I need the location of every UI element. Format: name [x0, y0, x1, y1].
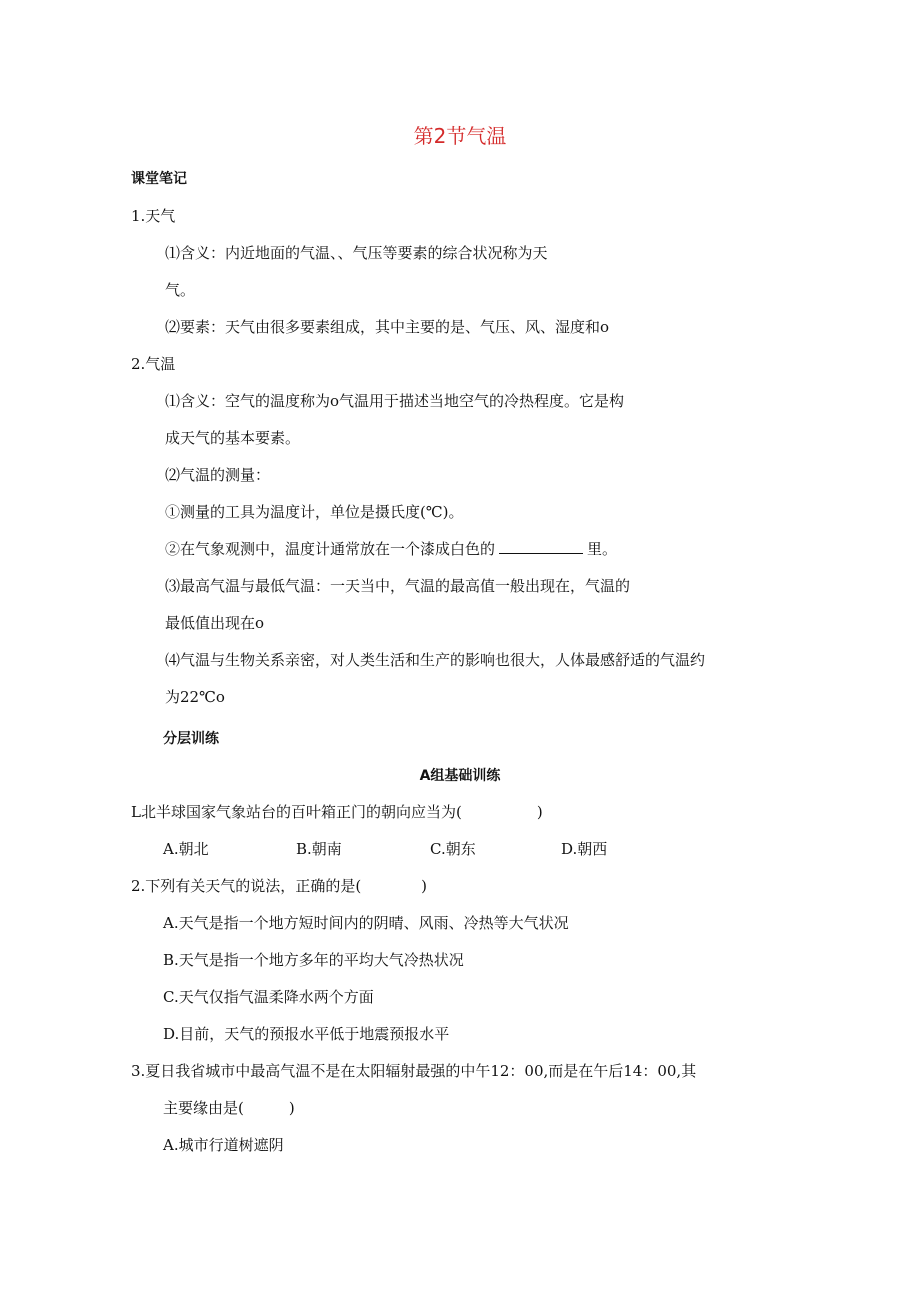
question-2-option-b[interactable]: B.天气是指一个地方多年的平均大气冷热状况 [163, 951, 464, 969]
notes-heading: 课堂笔记 [131, 171, 187, 187]
question-1-stem: L北半球国家气象站台的百叶箱正门的朝向应当为( ) [131, 803, 543, 821]
measurement-item-2 [165, 539, 617, 559]
temp-biology-line-2: 为22℃o [165, 688, 225, 706]
measurement-item-2-suffix: 里。 [587, 540, 618, 558]
section-1-heading: 1.天气 [131, 207, 176, 225]
question-2-option-a[interactable]: A.天气是指一个地方短时间内的阴晴、风雨、冷热等大气状况 [163, 914, 569, 932]
question-1-option-c[interactable]: C.朝东 [430, 840, 476, 858]
section-2-heading: 2.气温 [131, 355, 176, 373]
question-2-option-c[interactable]: C.天气仅指气温柔降水两个方面 [163, 988, 374, 1006]
group-a-heading: A组基础训练 [419, 768, 501, 784]
question-3-option-a[interactable]: A.城市行道树遮阴 [163, 1136, 284, 1154]
section-2-definition-line-1: ⑴含义：空气的温度称为o气温用于描述当地空气的冷热程度。它是构 [165, 392, 625, 410]
section-2-measurement-heading: ⑵气温的测量： [165, 466, 271, 484]
section-1-definition-line-1: ⑴含义：内近地面的气温、、气压等要素的综合状况称为天 [165, 244, 548, 262]
question-2-stem: 2.下列有关天气的说法，正确的是( ) [131, 877, 428, 895]
temp-biology-line-1: ⑷气温与生物关系亲密，对人类生活和生产的影响也很大，人体最感舒适的气温约 [165, 651, 706, 669]
max-min-temp-line-1: ⑶最高气温与最低气温：一天当中，气温的最高值一般出现在，气温的 [165, 577, 631, 595]
question-3-stem-line-2: 主要缘由是( ) [163, 1099, 295, 1117]
page-title: 第2节气温 [413, 124, 507, 148]
measurement-item-1: ①测量的工具为温度计，单位是摄氏度(℃)。 [165, 503, 464, 521]
section-1-elements: ⑵要素：天气由很多要素组成，其中主要的是、气压、风、湿度和o [165, 318, 610, 336]
question-2-option-d[interactable]: D.目前，天气的预报水平低于地震预报水平 [163, 1025, 450, 1043]
fill-in-blank [499, 539, 583, 554]
question-3-stem-line-1: 3.夏日我省城市中最高气温不是在太阳辐射最强的中午12：00,而是在午后14：00,其 [131, 1062, 697, 1080]
section-2-definition-line-2: 成天气的基本要素。 [165, 429, 301, 447]
question-1-option-d[interactable]: D.朝西 [561, 840, 608, 858]
section-1-definition-line-2: 气。 [165, 281, 196, 299]
question-1-option-b[interactable]: B.朝南 [296, 840, 342, 858]
measurement-item-2-text: ②在气象观测中，温度计通常放在一个漆成白色的 [165, 540, 496, 558]
max-min-temp-line-2: 最低值出现在o [165, 614, 265, 632]
training-heading: 分层训练 [163, 731, 219, 747]
question-1-option-a[interactable]: A.朝北 [163, 840, 209, 858]
